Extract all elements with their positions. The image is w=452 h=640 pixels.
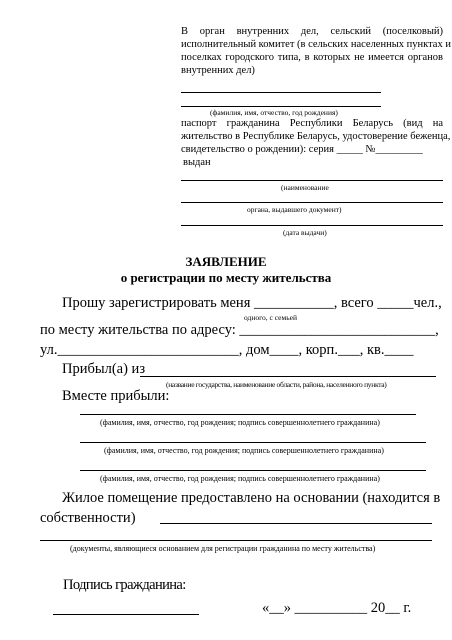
companion-caption-3: (фамилия, имя, отчество, год рождения; подпись совершеннолетнего гражданина) (100, 474, 380, 483)
companion-line-1[interactable] (80, 414, 416, 415)
passport-line-2: жительство в Республике Беларусь, удостоверение беженца, (181, 131, 451, 142)
arrived-from-label: Прибыл(а) из (62, 361, 146, 377)
passport-series-number[interactable]: свидетельство о рождении): серия _____ №_________ (181, 144, 423, 155)
arrived-from-line[interactable] (140, 376, 436, 377)
issue-date-caption: (дата выдачи) (283, 228, 327, 237)
issuing-authority-line-2[interactable] (181, 202, 443, 203)
documents-caption: (документы, являющиеся основанием для регистрации гражданина по месту жительства) (70, 544, 376, 553)
companion-caption-2: (фамилия, имя, отчество, год рождения; подпись совершеннолетнего гражданина) (104, 446, 384, 455)
street-line[interactable]: ул._________________________, дом____, корп.___, кв.____ (40, 342, 414, 358)
document-subtitle: о регистрации по месту жительства (120, 270, 332, 285)
address-line[interactable]: по месту жительства по адресу: ___________________________, (40, 322, 439, 338)
date-line[interactable]: «__» __________ 20__ г. (262, 600, 412, 616)
issuing-authority-caption-2: органа, выдавшего документ) (247, 205, 342, 214)
applicant-name-line-1[interactable] (181, 92, 381, 93)
request-line[interactable]: Прошу зарегистрировать меня ___________, всего _____чел., (62, 295, 442, 311)
companion-line-2[interactable] (80, 442, 426, 443)
housing-basis-line-2: собственности) (40, 510, 136, 526)
housing-basis-line-1: Жилое помещение предоставлено на основании (находится в (62, 490, 441, 506)
arrived-from-caption: (название государства, наименование области, района, населенного пункта) (166, 380, 387, 389)
addressee-line-4: внутренних дел) (181, 65, 255, 76)
together-label: Вместе прибыли: (62, 388, 170, 404)
documents-line[interactable] (40, 540, 432, 541)
signature-line[interactable] (53, 614, 199, 615)
signature-label: Подпись гражданина: (63, 577, 186, 593)
issue-date-line[interactable] (181, 225, 443, 226)
applicant-name-line-2[interactable] (181, 106, 381, 107)
request-caption: одного, с семьей (244, 313, 297, 322)
addressee-line-1: В орган внутренних дел, сельский (поселковый) (181, 26, 443, 37)
issuing-authority-caption-1: (наименование (281, 183, 329, 192)
document-title: ЗАЯВЛЕНИЕ (185, 254, 267, 269)
issued-label: выдан (183, 157, 211, 168)
addressee-line-2: исполнительный комитет (в сельских населенных пунктах и (181, 39, 451, 50)
issuing-authority-line-1[interactable] (181, 180, 443, 181)
companion-line-3[interactable] (80, 470, 426, 471)
addressee-line-3: поселках городского типа, в которых не имеется органов (181, 52, 443, 63)
companion-caption-1: (фамилия, имя, отчество, год рождения; подпись совершеннолетнего гражданина) (100, 418, 380, 427)
applicant-name-caption: (фамилия, имя, отчество, год рождения) (210, 108, 338, 117)
passport-line-1: паспорт гражданина Республики Беларусь (вид на (181, 118, 443, 129)
housing-basis-line-field[interactable] (160, 523, 432, 524)
